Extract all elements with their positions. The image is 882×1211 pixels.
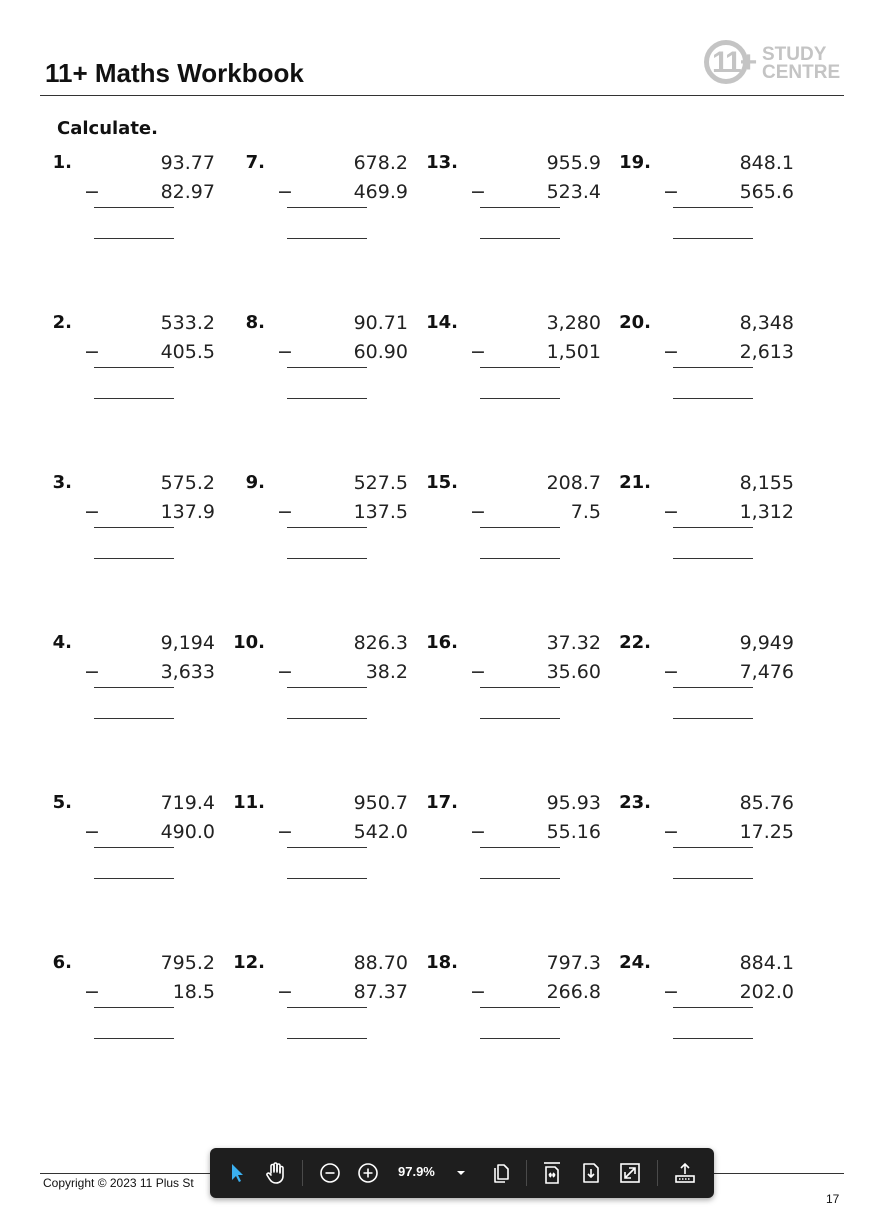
problem-number: 6.: [52, 952, 72, 973]
operation-rule: [287, 367, 367, 368]
subtrahend: 542.0: [353, 821, 408, 843]
operation-rule: [480, 847, 560, 848]
minus-sign: −: [277, 341, 293, 363]
answer-line[interactable]: [480, 238, 560, 239]
problem-number: 12.: [233, 952, 265, 973]
subtrahend: 38.2: [365, 661, 408, 683]
operation-rule: [94, 367, 174, 368]
logo-wordmark: [762, 46, 840, 82]
operation-rule: [287, 527, 367, 528]
answer-line[interactable]: [287, 398, 367, 399]
operation-rule: [480, 527, 560, 528]
operation-rule: [94, 1007, 174, 1008]
subtrahend: 82.97: [160, 181, 215, 203]
minuend: 533.2: [160, 312, 215, 334]
pdf-viewer-toolbar: [210, 1148, 714, 1198]
toolbar-separator: [302, 1160, 303, 1186]
operation-rule: [480, 1007, 560, 1008]
zoom-level[interactable]: 97.9%: [398, 1164, 435, 1179]
problem-number: 5.: [52, 792, 72, 813]
minus-sign: −: [277, 981, 293, 1003]
subtrahend: 1,501: [546, 341, 601, 363]
logo-numeral: 11+: [712, 46, 756, 79]
minus-sign: −: [470, 661, 486, 683]
subtrahend: 137.5: [353, 501, 408, 523]
minuend: 9,194: [160, 632, 215, 654]
operation-rule: [673, 687, 753, 688]
subtraction-problem: [233, 632, 413, 732]
problem-number: 3.: [52, 472, 72, 493]
answer-line[interactable]: [94, 238, 174, 239]
subtrahend: 1,312: [739, 501, 794, 523]
zoom-dropdown-icon[interactable]: [446, 1158, 476, 1188]
subtrahend: 490.0: [160, 821, 215, 843]
problem-number: 7.: [245, 152, 265, 173]
answer-line[interactable]: [673, 718, 753, 719]
answer-line[interactable]: [673, 558, 753, 559]
operation-rule: [94, 527, 174, 528]
problem-number: 9.: [245, 472, 265, 493]
problem-number: 20.: [619, 312, 651, 333]
subtraction-problem: [233, 312, 413, 412]
problem-number: 15.: [426, 472, 458, 493]
minus-sign: −: [470, 341, 486, 363]
subtrahend: 87.37: [353, 981, 408, 1003]
subtraction-problem: [426, 792, 606, 892]
answer-line[interactable]: [480, 878, 560, 879]
problem-number: 11.: [233, 792, 265, 813]
select-cursor-icon[interactable]: [222, 1158, 252, 1188]
operation-rule: [94, 847, 174, 848]
problem-number: 23.: [619, 792, 651, 813]
page-view-icon[interactable]: [486, 1158, 516, 1188]
minus-sign: −: [277, 661, 293, 683]
subtrahend: 565.6: [739, 181, 794, 203]
problem-number: 17.: [426, 792, 458, 813]
minuend: 826.3: [353, 632, 408, 654]
minus-sign: −: [470, 501, 486, 523]
subtraction-problem: [233, 792, 413, 892]
subtraction-problem: [233, 472, 413, 572]
answer-line[interactable]: [673, 238, 753, 239]
toolbar-separator: [657, 1160, 658, 1186]
minus-sign: −: [84, 341, 100, 363]
subtraction-problem: [40, 952, 220, 1052]
problem-number: 10.: [233, 632, 265, 653]
answer-line[interactable]: [673, 1038, 753, 1039]
minus-sign: −: [663, 341, 679, 363]
operation-rule: [673, 367, 753, 368]
answer-line[interactable]: [94, 558, 174, 559]
operation-rule: [480, 367, 560, 368]
subtrahend: 469.9: [353, 181, 408, 203]
study-centre-logo: [704, 40, 844, 92]
answer-line[interactable]: [94, 878, 174, 879]
operation-rule: [480, 207, 560, 208]
subtraction-problem: [619, 472, 799, 572]
page-title: 11+ Maths Workbook: [45, 58, 304, 88]
zoom-in-icon[interactable]: [353, 1158, 383, 1188]
subtraction-problem: [40, 472, 220, 572]
minuend: 93.77: [160, 152, 215, 174]
minuend: 884.1: [739, 952, 794, 974]
answer-line[interactable]: [480, 398, 560, 399]
subtraction-problem: [40, 632, 220, 732]
problem-number: 18.: [426, 952, 458, 973]
minuend: 719.4: [160, 792, 215, 814]
subtrahend: 202.0: [739, 981, 794, 1003]
operation-rule: [673, 207, 753, 208]
minus-sign: −: [663, 181, 679, 203]
subtraction-problem: [426, 152, 606, 252]
operation-rule: [287, 847, 367, 848]
answer-line[interactable]: [94, 398, 174, 399]
toolbar-separator: [526, 1160, 527, 1186]
minuend: 797.3: [546, 952, 601, 974]
answer-line[interactable]: [287, 558, 367, 559]
minuend: 795.2: [160, 952, 215, 974]
minus-sign: −: [277, 821, 293, 843]
export-icon[interactable]: [670, 1158, 700, 1188]
subtrahend: 7.5: [570, 501, 601, 523]
minuend: 88.70: [353, 952, 408, 974]
subtrahend: 2,613: [739, 341, 794, 363]
operation-rule: [94, 207, 174, 208]
zoom-out-icon[interactable]: [315, 1158, 345, 1188]
answer-line[interactable]: [94, 718, 174, 719]
operation-rule: [94, 687, 174, 688]
minus-sign: −: [277, 181, 293, 203]
hand-pan-icon[interactable]: [260, 1158, 290, 1188]
page-number: 17: [826, 1192, 840, 1206]
operation-rule: [287, 207, 367, 208]
answer-line[interactable]: [480, 718, 560, 719]
subtraction-problem: [426, 472, 606, 572]
minuend: 955.9: [546, 152, 601, 174]
subtrahend: 18.5: [172, 981, 215, 1003]
minuend: 8,155: [739, 472, 794, 494]
subtraction-problem: [619, 792, 799, 892]
subtrahend: 35.60: [546, 661, 601, 683]
problem-number: 2.: [52, 312, 72, 333]
minuend: 3,280: [546, 312, 601, 334]
minus-sign: −: [84, 821, 100, 843]
minuend: 90.71: [353, 312, 408, 334]
minus-sign: −: [84, 661, 100, 683]
answer-line[interactable]: [287, 238, 367, 239]
subtraction-problem: [619, 632, 799, 732]
answer-line[interactable]: [94, 1038, 174, 1039]
subtraction-problem: [426, 952, 606, 1052]
minus-sign: −: [663, 501, 679, 523]
minus-sign: −: [470, 821, 486, 843]
problem-number: 14.: [426, 312, 458, 333]
answer-line[interactable]: [673, 398, 753, 399]
problem-number: 22.: [619, 632, 651, 653]
minus-sign: −: [84, 181, 100, 203]
subtraction-problem: [40, 792, 220, 892]
answer-line[interactable]: [287, 878, 367, 879]
subtrahend: 137.9: [160, 501, 215, 523]
problem-number: 24.: [619, 952, 651, 973]
fit-width-icon[interactable]: [537, 1158, 567, 1188]
subtrahend: 266.8: [546, 981, 601, 1003]
minus-sign: −: [663, 821, 679, 843]
subtrahend: 17.25: [739, 821, 794, 843]
operation-rule: [673, 1007, 753, 1008]
subtrahend: 405.5: [160, 341, 215, 363]
subtrahend: 60.90: [353, 341, 408, 363]
minuend: 208.7: [546, 472, 601, 494]
minuend: 950.7: [353, 792, 408, 814]
fit-page-icon[interactable]: [576, 1158, 606, 1188]
subtrahend: 523.4: [546, 181, 601, 203]
instruction-text: Calculate.: [57, 118, 158, 139]
logo-line1: STUDY: [762, 44, 827, 65]
fullscreen-icon[interactable]: [615, 1158, 645, 1188]
minus-sign: −: [84, 501, 100, 523]
minuend: 527.5: [353, 472, 408, 494]
minus-sign: −: [663, 981, 679, 1003]
answer-line[interactable]: [287, 718, 367, 719]
subtraction-problem: [40, 152, 220, 252]
problem-number: 8.: [245, 312, 265, 333]
subtraction-problem: [619, 312, 799, 412]
operation-rule: [673, 847, 753, 848]
minuend: 37.32: [546, 632, 601, 654]
subtraction-problem: [426, 632, 606, 732]
answer-line[interactable]: [480, 558, 560, 559]
logo-line2: CENTRE: [762, 62, 841, 83]
operation-rule: [480, 687, 560, 688]
operation-rule: [287, 687, 367, 688]
minuend: 575.2: [160, 472, 215, 494]
problem-number: 19.: [619, 152, 651, 173]
problem-number: 4.: [52, 632, 72, 653]
subtraction-problem: [619, 152, 799, 252]
answer-line[interactable]: [673, 878, 753, 879]
subtraction-problem: [40, 312, 220, 412]
problem-number: 16.: [426, 632, 458, 653]
problem-number: 13.: [426, 152, 458, 173]
minuend: 678.2: [353, 152, 408, 174]
answer-line[interactable]: [480, 1038, 560, 1039]
subtraction-problem: [233, 152, 413, 252]
answer-line[interactable]: [287, 1038, 367, 1039]
minuend: 95.93: [546, 792, 601, 814]
subtraction-problem: [619, 952, 799, 1052]
subtrahend: 55.16: [546, 821, 601, 843]
minus-sign: −: [470, 981, 486, 1003]
subtrahend: 3,633: [160, 661, 215, 683]
minus-sign: −: [663, 661, 679, 683]
problem-number: 1.: [52, 152, 72, 173]
minuend: 8,348: [739, 312, 794, 334]
subtraction-problem: [233, 952, 413, 1052]
minuend: 848.1: [739, 152, 794, 174]
minuend: 85.76: [739, 792, 794, 814]
header-divider: [40, 95, 844, 96]
subtraction-problem: [426, 312, 606, 412]
minus-sign: −: [470, 181, 486, 203]
copyright-text: Copyright © 2023 11 Plus St: [43, 1176, 194, 1190]
subtrahend: 7,476: [739, 661, 794, 683]
minus-sign: −: [277, 501, 293, 523]
minus-sign: −: [84, 981, 100, 1003]
minuend: 9,949: [739, 632, 794, 654]
problem-number: 21.: [619, 472, 651, 493]
operation-rule: [673, 527, 753, 528]
operation-rule: [287, 1007, 367, 1008]
